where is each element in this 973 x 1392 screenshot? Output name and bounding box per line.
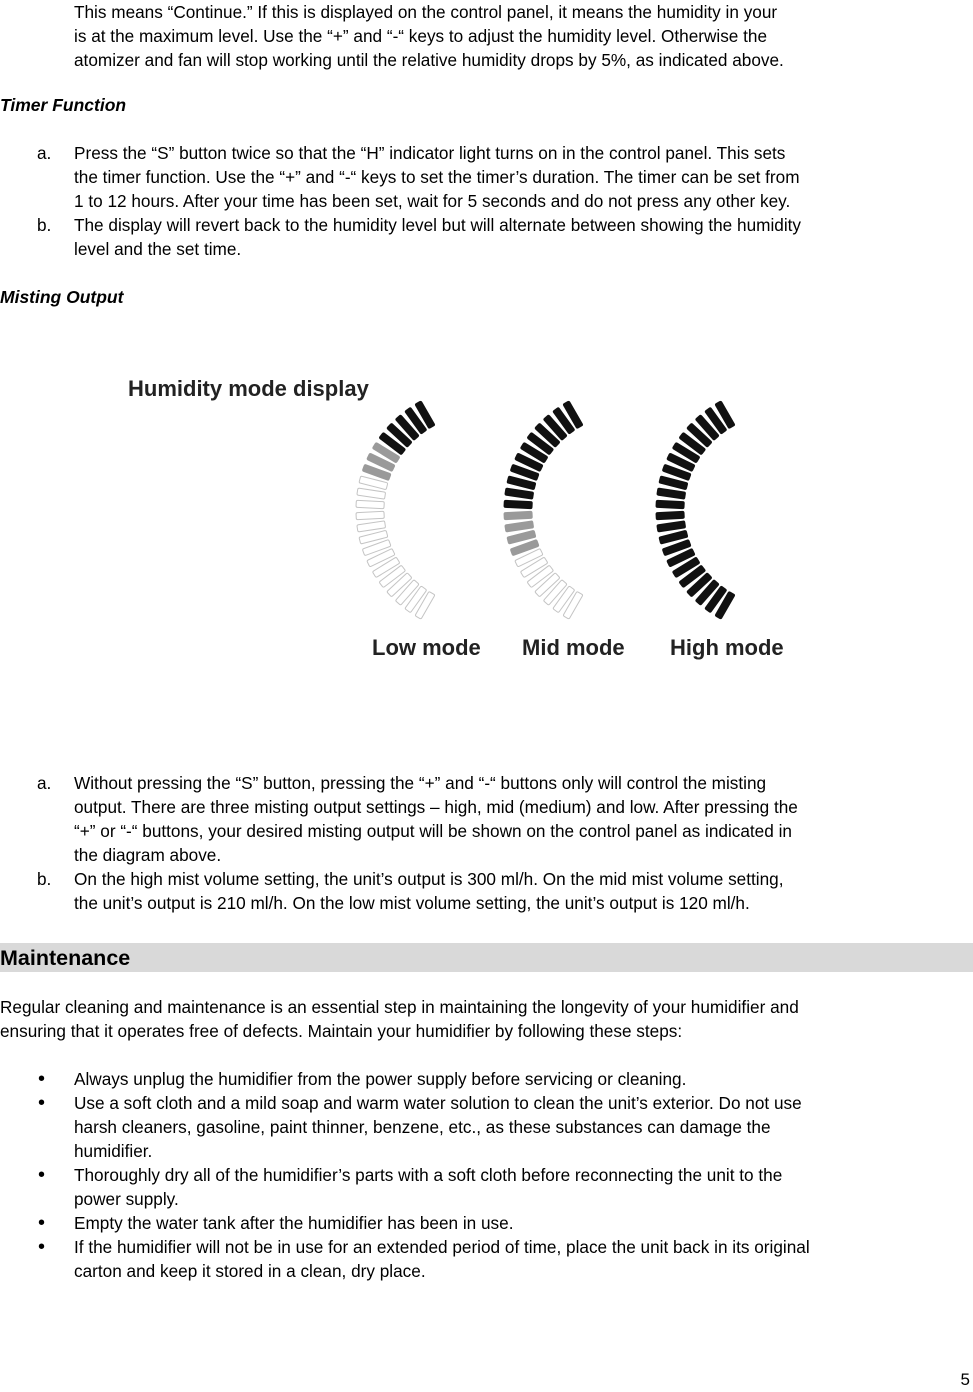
item-marker: b.: [37, 869, 52, 889]
gauge-segment: [357, 521, 386, 532]
humidity-mode-figure: [100, 360, 820, 690]
item-text: [74, 771, 969, 867]
bullet-dot: •: [38, 1068, 46, 1090]
item-marker: a.: [37, 143, 52, 163]
gauge-low-mode: [356, 401, 435, 619]
bullet-dot: •: [38, 1236, 46, 1258]
gauge-segment: [504, 511, 532, 519]
timer-a-line-1: Press the “S” button twice so that the “H” indicator light turns on in the control panel. This sets: [74, 143, 786, 163]
misting-output-heading: Misting Output: [0, 287, 124, 307]
maintenance-intro-line-2: ensuring that it operates free of defects. Maintain your humidifier by following these steps:: [0, 1021, 683, 1041]
timer-b-line-2: level and the set time.: [74, 239, 242, 259]
timer-function-heading: Timer Function: [0, 95, 127, 115]
maintenance-intro: [0, 995, 973, 1043]
bullet-text: [74, 1067, 969, 1091]
gauge-segment: [357, 488, 386, 499]
gauge-segment: [656, 500, 684, 508]
timer-b-line-1: The display will revert back to the humidity level but will alternate between showing the humidity: [74, 215, 802, 235]
bullet-dot: •: [38, 1212, 46, 1234]
misting-a-line-1: Without pressing the “S” button, pressing the “+” and “-“ buttons only will control the misting: [74, 773, 767, 793]
bullet-2-line-3: humidifier.: [74, 1141, 153, 1161]
timer-a-line-3: 1 to 12 hours. After your time has been set, wait for 5 seconds and do not press any other key.: [74, 191, 791, 211]
intro-line-2: is at the maximum level. Use the “+” and “-“ keys to adjust the humidity level. Otherwise the: [74, 26, 768, 46]
low-mode-label: Low mode: [372, 635, 481, 660]
item-text: [74, 141, 969, 213]
bullet-2-line-2: harsh cleaners, gasoline, paint thinner, benzene, etc., as these substances can damage the: [74, 1117, 771, 1137]
misting-a-line-2: output. There are three misting output settings – high, mid (medium) and low. After pressing the: [74, 797, 798, 817]
item-text: [74, 213, 969, 261]
timer-a-line-2: the timer function. Use the “+” and “-“ keys to set the timer’s duration. The timer can be set from: [74, 167, 800, 187]
misting-a-line-4: the diagram above.: [74, 845, 222, 865]
misting-b-line-1: On the high mist volume setting, the unit’s output is 300 ml/h. On the mid mist volume setting,: [74, 869, 784, 889]
maintenance-section-bar: [0, 943, 973, 972]
mid-mode-label: Mid mode: [522, 635, 625, 660]
gauge-segment: [656, 511, 684, 519]
gauge-segment: [657, 521, 686, 532]
gauge-segment: [657, 488, 686, 499]
item-marker: a.: [37, 773, 52, 793]
gauge-segment: [356, 511, 384, 519]
bullet-5-line-1: If the humidifier will not be in use for an extended period of time, place the unit back in its original: [74, 1237, 810, 1257]
intro-line-1: This means “Continue.” If this is displayed on the control panel, it means the humidity in your: [74, 2, 778, 22]
figure-title: Humidity mode display: [128, 376, 369, 401]
bullet-2-line-1: Use a soft cloth and a mild soap and warm water solution to clean the unit’s exterior. Do not use: [74, 1093, 802, 1113]
high-mode-label: High mode: [670, 635, 784, 660]
bullet-dot: •: [38, 1164, 46, 1186]
gauge-segment: [505, 488, 534, 499]
bullet-1-line-1: Always unplug the humidifier from the power supply before servicing or cleaning.: [74, 1069, 687, 1089]
misting-b-line-2: the unit’s output is 210 ml/h. On the low mist volume setting, the unit’s output is 120 ml/h.: [74, 893, 750, 913]
item-text: [74, 867, 969, 915]
misting-a-line-3: “+” or “-“ buttons, your desired misting output will be shown on the control panel as indicated in: [74, 821, 792, 841]
gauge-segment: [504, 500, 532, 508]
bullet-3-line-2: power supply.: [74, 1189, 179, 1209]
bullet-text: [74, 1091, 969, 1163]
page-number: 5: [960, 1370, 970, 1389]
intro-line-3: atomizer and fan will stop working until the relative humidity drops by 5%, as indicated above.: [74, 50, 784, 70]
bullet-3-line-1: Thoroughly dry all of the humidifier’s parts with a soft cloth before reconnecting the unit to the: [74, 1165, 783, 1185]
bullet-5-line-2: carton and keep it stored in a clean, dry place.: [74, 1261, 426, 1281]
gauge-mid-mode: [504, 401, 583, 619]
item-marker: b.: [37, 215, 52, 235]
mode-gauges: [356, 401, 735, 619]
bullet-4-line-1: Empty the water tank after the humidifier has been in use.: [74, 1213, 514, 1233]
bullet-text: [74, 1235, 969, 1283]
bullet-text: [74, 1211, 969, 1235]
bullet-text: [74, 1163, 969, 1211]
gauge-high-mode: [656, 401, 735, 619]
maintenance-heading: Maintenance: [0, 946, 131, 970]
bullet-dot: •: [38, 1092, 46, 1114]
gauge-segment: [356, 500, 384, 508]
maintenance-intro-line-1: Regular cleaning and maintenance is an essential step in maintaining the longevity of your humidifier and: [0, 997, 799, 1017]
gauge-segment: [505, 521, 534, 532]
intro-paragraph: [74, 0, 969, 72]
